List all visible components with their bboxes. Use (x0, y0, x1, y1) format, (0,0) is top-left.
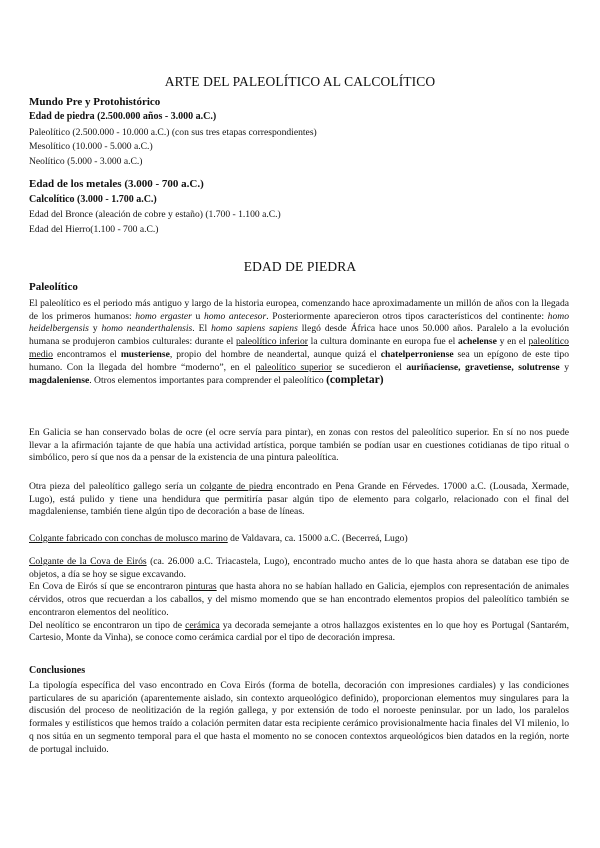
period-line: Neolítico (5.000 - 3.000 a.C.) (29, 156, 143, 167)
paleolithic-heading: Paleolítico (29, 281, 78, 293)
chalcolithic-heading: Calcolítico (3.000 - 1.700 a.C.) (29, 194, 157, 205)
paleolithic-paragraph: El paleolítico es el periodo más antiguo y largo de la historia europea, comenzando hace aproximadamente un millón de años con la llegada de los primeros humanos: homo ergaster u homo antecesor. Posteriormente aparecieron otros tipos característicos del continente: homo heidelbergensis y homo neanderthalensis. El homo sapiens sapiens llegó desde África hace unos 50.000 años. Paralelo a la evolución humana se produjeron cambios culturales: durante el paleolítico inferior la cultura dominante en europa fue el achelense y en el paleolítico medio encontramos el musteriense, propio del hombre de neandertal, aunque quizá el chatelperroniense sea un epígono de este tipo humano. Con la llegada del hombre “moderno”, en el paleolítico superior se sucedieron el auriñaciense, gravetiense, solutrense y magdaleniense. Otros elementos importantes para comprender el paleolítico (completar) (29, 298, 569, 387)
shell-pendant-paragraph: Colgante fabricado con conchas de molusco marino de Valdavara, ca. 15000 a.C. (Becerreá, Lugo) (29, 533, 408, 544)
period-line: Mesolítico (10.000 - 5.000 a.C.) (29, 141, 153, 152)
prehistory-heading: Mundo Pre y Protohistórico (29, 96, 161, 108)
period-line: Edad del Hierro(1.100 - 700 a.C.) (29, 224, 159, 235)
pendant-paragraph: Otra pieza del paleolítico gallego sería un colgante de piedra encontrado en Pena Grande en Férvedes. 17000 a.C. (Lousada, Xermade, Lugo), está pulido y tiene una hendidura que permitiría pasar algún tipo de elemento para colgarlo, relacionado con el final del magdaleniense, también tiene algún tipo de decoración a base de líneas. (29, 481, 569, 518)
conclusions-paragraph: La tipología específica del vaso encontrado en Cova Eirós (forma de botella, decoración con impresiones cardiales) y las condiciones particulares de su aparición (aparentemente aislado, sin contexto arqueológico definido), proporcionan elementos muy singulares para la discusión del proceso de neolitización de la región gallega, y por extensión de todo el noroeste peninsular. por un lado, los paralelos formales y estilísticos que hemos traído a colación permiten datar esta recipiente cerámico provisionalmente hacia finales del VI milenio, lo q nos sitúa en un segmento temporal para el que hasta el momento no se conocen contextos arqueológicos bien datados en la región, norte de portugal incluido. (29, 680, 569, 755)
stone-age-heading: Edad de piedra (2.500.000 años - 3.000 a.C.) (29, 111, 217, 122)
conclusions-heading: Conclusiones (29, 665, 86, 676)
metals-heading: Edad de los metales (3.000 - 700 a.C.) (29, 178, 204, 190)
section-title: EDAD DE PIEDRA (243, 259, 357, 274)
period-line: Edad del Bronce (aleación de cobre y estaño) (1.700 - 1.100 a.C.) (29, 209, 281, 220)
document-title: ARTE DEL PALEOLÍTICO AL CALCOLÍTICO (164, 74, 436, 89)
ochre-paragraph: En Galicia se han conservado bolas de ocre (el ocre servía para pintar), en zonas con restos del paleolítico superior. En sí no nos puede llevar a la afirmación tajante de que había una actividad artística, porque también se podían usar en cuestiones cotidianas de tipo ritual o simbólico, pero sí que nos da a pensar de la existencia de una pintura paleolítica. (29, 427, 569, 464)
period-line: Paleolítico (2.500.000 - 10.000 a.C.) (con sus tres etapas correspondientes) (29, 127, 317, 138)
eiros-paragraph: Colgante de la Cova de Eirós (ca. 26.000 a.C. Triacastela, Lugo), encontrado mucho antes de lo que hasta ahora se databan ese tipo de objetos, a día se hoy se sigue excavando. En Cova de Eirós sí que se encontraron pinturas que hasta ahora no se habían hallado en Galicia, ejemplos con representación de animales cérvidos, otros que recuerdan a los caballos, y del mismo momendo que se han encontrado elementos propios del paleolítico también se encontraron elementos del neolítico. Del neolítico se encontraron un tipo de cerámica ya decorada semejante a otros hallazgos existentes en lo que hoy es Portugal (Santarém, Cartesio, Monte da Vinha), se conoce como cerámica cardial por el tipo de decoración impresa. (29, 556, 570, 644)
